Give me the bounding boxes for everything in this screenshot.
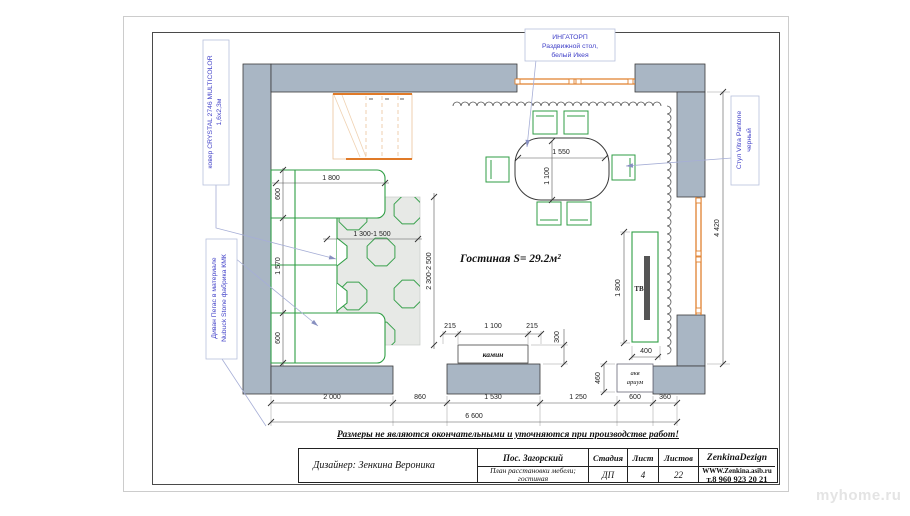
carpet-label-line1: ковер CRYSTAL 2746 MULTICOLOR bbox=[207, 55, 214, 169]
dim-bottom-1: 2 000 bbox=[323, 394, 341, 401]
dim-rug-height: 2 300-2 500 bbox=[426, 252, 433, 290]
chair-top-2 bbox=[564, 111, 588, 134]
tv-label: ТВ bbox=[634, 285, 644, 293]
sheet-value: 4 bbox=[627, 466, 658, 482]
dim-bottom-3: 1 530 bbox=[484, 394, 502, 401]
sofa-label-line2: Nubuck Stone фабрика КМК bbox=[221, 254, 228, 342]
table-label bbox=[525, 29, 615, 61]
aquarium-label-2: ариум bbox=[626, 379, 644, 386]
title-block bbox=[298, 448, 778, 483]
dim-fp-right: 215 bbox=[526, 323, 538, 330]
wall-fireplace-block bbox=[447, 364, 540, 394]
dim-sofa-length: 1 800 bbox=[322, 175, 340, 182]
dim-rug-width: 1 300-1 500 bbox=[353, 231, 391, 238]
phone: т.8 960 923 20 21 bbox=[706, 473, 768, 482]
curtain-wave-top bbox=[453, 102, 661, 106]
wall-right-upper bbox=[677, 92, 705, 197]
wall-bottom-left bbox=[271, 366, 393, 394]
sofa-label-line1: Диван Пегас в материале bbox=[211, 257, 218, 339]
fireplace bbox=[458, 345, 528, 363]
window-marker bbox=[515, 79, 520, 84]
stage-value: ДП bbox=[588, 466, 627, 482]
chair-bottom-2 bbox=[567, 202, 591, 225]
wardrobe-mark bbox=[400, 98, 404, 100]
window-marker bbox=[576, 79, 581, 84]
wall-right-lower bbox=[677, 315, 705, 366]
carpet-label bbox=[203, 40, 229, 185]
dim-tv-depth: 400 bbox=[640, 348, 652, 355]
wardrobe-body bbox=[333, 94, 412, 159]
tv-screen bbox=[644, 256, 650, 320]
sheet-header: Лист bbox=[627, 449, 658, 466]
aquarium-box bbox=[617, 364, 653, 392]
fireplace-label: камин bbox=[482, 350, 504, 359]
chair-label-line1: Стул Vitra Pantone bbox=[736, 110, 743, 170]
dim-sofa-bottom: 600 bbox=[275, 332, 282, 344]
object-cell: Пос. Загорский bbox=[477, 449, 588, 466]
drawing-title-cell bbox=[477, 466, 588, 482]
carpet-label-line2: 1,6х2,3м bbox=[216, 98, 223, 126]
wall-bottom-right bbox=[653, 366, 705, 394]
window-right bbox=[696, 197, 701, 315]
dim-table-width: 1 100 bbox=[544, 167, 551, 185]
window-top bbox=[515, 79, 635, 84]
aquarium-label-1: акв bbox=[630, 370, 640, 377]
table-label-line3: белый Икея bbox=[551, 52, 589, 59]
stage-header: Стадия bbox=[588, 449, 627, 466]
wall-left bbox=[243, 64, 271, 394]
sheets-value: 22 bbox=[658, 466, 698, 482]
table-label-line1: ИНГАТОРП bbox=[552, 34, 588, 41]
dim-sofa-mid: 1 570 bbox=[275, 257, 282, 275]
curtain-wave-right bbox=[667, 106, 671, 354]
wall-top-right bbox=[635, 64, 705, 92]
dim-wall-right: 4 420 bbox=[714, 219, 721, 237]
dining-table-group bbox=[486, 111, 635, 225]
chair-label-line2: черный bbox=[746, 128, 753, 152]
chair-left bbox=[486, 157, 509, 182]
dim-sofa-top: 600 bbox=[275, 188, 282, 200]
sofa-label bbox=[206, 239, 237, 359]
dim-fp-depth: 300 bbox=[554, 331, 561, 343]
chair-bottom-1 bbox=[537, 202, 561, 225]
drawing-title-line1: План расстановки мебели; bbox=[490, 466, 576, 475]
dim-fp-width: 1 100 bbox=[484, 323, 502, 330]
designer-cell: Дизайнер: Зенкина Вероника bbox=[313, 460, 435, 471]
wardrobe bbox=[333, 94, 412, 159]
wall-top-left bbox=[271, 64, 517, 92]
window-marker bbox=[696, 257, 701, 262]
aquarium bbox=[617, 364, 653, 392]
dining-table bbox=[515, 138, 609, 200]
brand-cell: ZenkinaDezign bbox=[698, 449, 775, 466]
dim-table-length: 1 550 bbox=[552, 149, 570, 156]
window-marker bbox=[696, 251, 701, 256]
dim-bottom-6: 360 bbox=[659, 394, 671, 401]
window-marker bbox=[696, 198, 701, 203]
dim-bottom-2: 860 bbox=[414, 394, 426, 401]
dim-bottom-5: 600 bbox=[629, 394, 641, 401]
notice-text: Размеры не являются окончательными и уточняются при производстве работ! bbox=[337, 430, 679, 440]
window-marker bbox=[696, 308, 701, 313]
website: WWW.Zenkina.asib.ru bbox=[702, 466, 772, 475]
dim-tv-length: 1 800 bbox=[615, 279, 622, 297]
chair-top-1 bbox=[533, 111, 557, 134]
dim-bottom-4: 1 250 bbox=[569, 394, 587, 401]
window-marker bbox=[628, 79, 633, 84]
contact-cell bbox=[698, 466, 775, 482]
wardrobe-mark bbox=[369, 98, 373, 100]
tv-unit bbox=[632, 232, 658, 342]
room-area-label: Гостиная S= 29.2м² bbox=[460, 253, 561, 265]
dim-bottom-total: 6 600 bbox=[465, 413, 483, 420]
watermark: myhome.ru bbox=[816, 487, 902, 504]
wardrobe-mark bbox=[385, 98, 389, 100]
drawing-title-line2: гостиная bbox=[517, 473, 549, 482]
sheets-header: Листов bbox=[658, 449, 698, 466]
chair-right bbox=[612, 155, 635, 180]
window-marker bbox=[569, 79, 574, 84]
sofa-chaise-bottom bbox=[271, 313, 385, 363]
dim-fp-left: 215 bbox=[444, 323, 456, 330]
dim-aquarium-depth: 460 bbox=[595, 372, 602, 384]
table-label-line2: Раздвижной стол, bbox=[541, 43, 599, 50]
chair-label bbox=[731, 96, 759, 185]
